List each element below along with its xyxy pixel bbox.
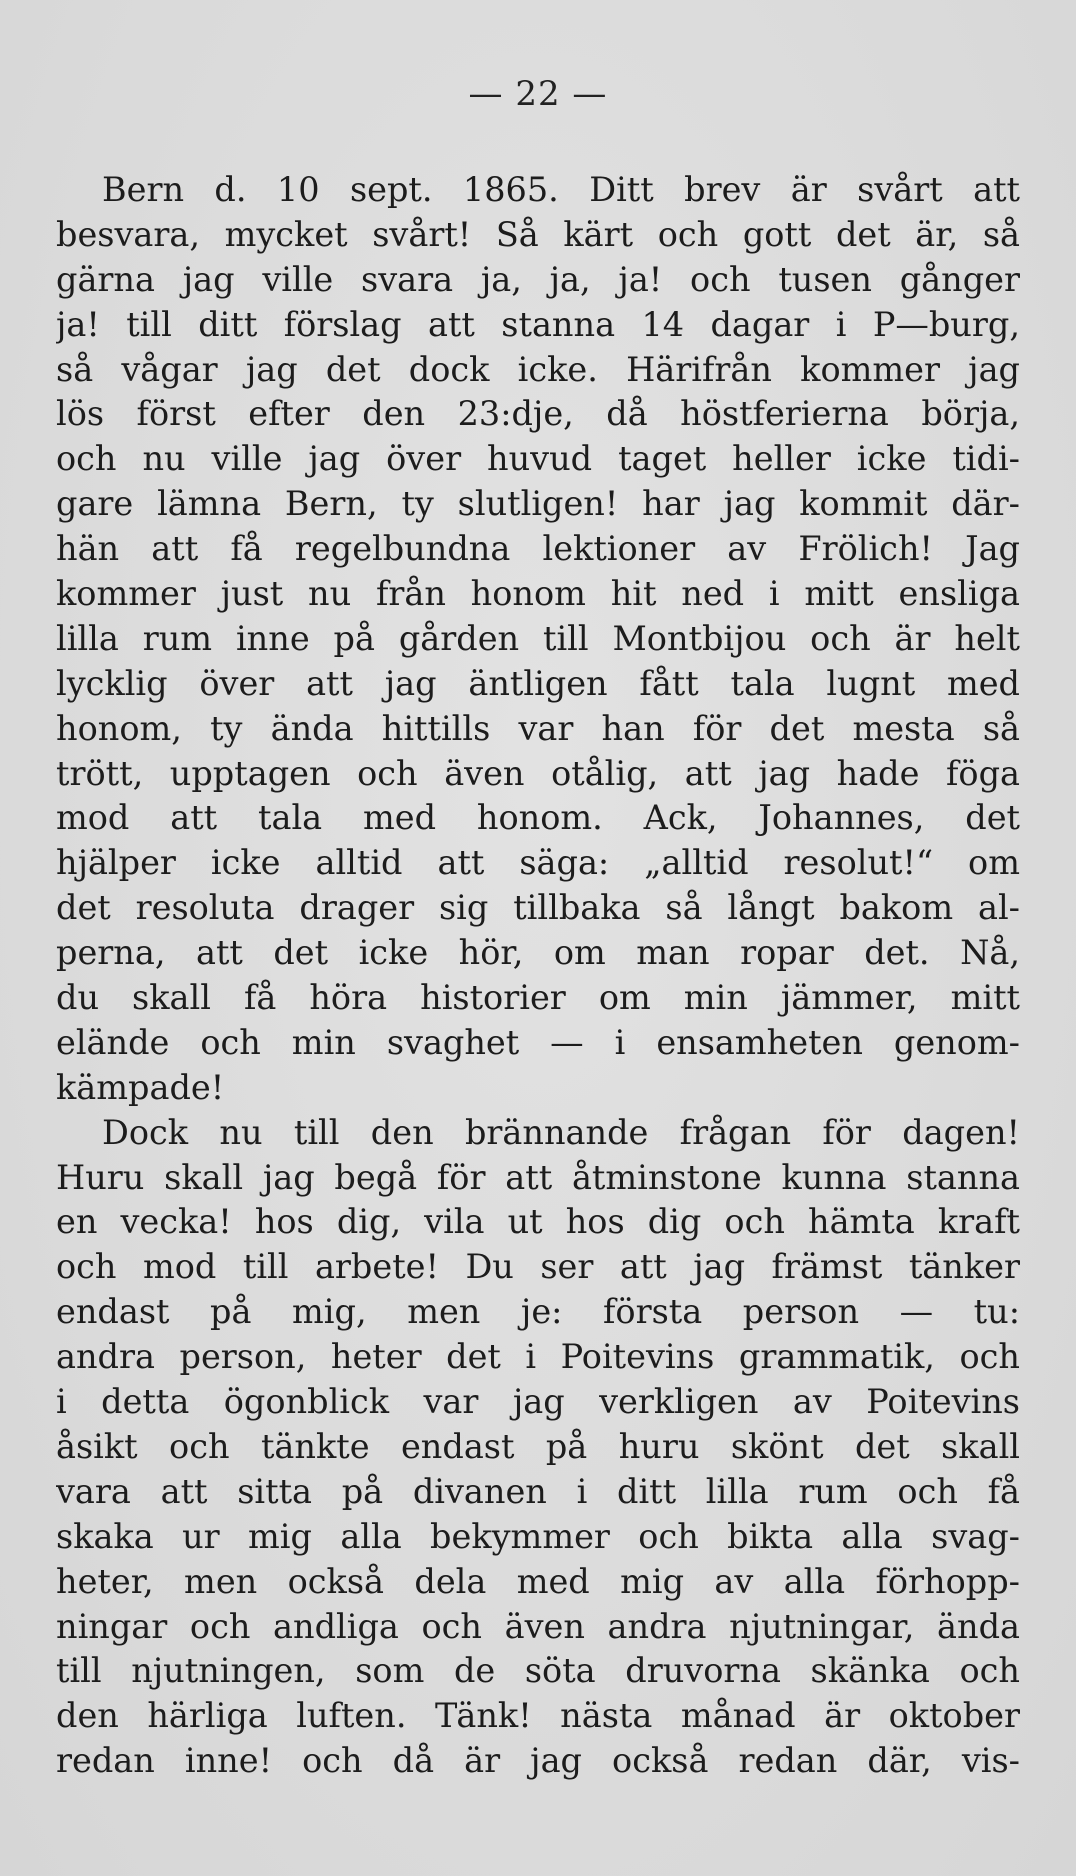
text-line: vara att sitta på divanen i ditt lilla rum och få (56, 1471, 1020, 1511)
text-line: åsikt och tänkte endast på huru skönt det skall (56, 1426, 1020, 1466)
text-line: kämpade! (56, 1067, 225, 1107)
text-line: honom, ty ända hittills var han för det mesta så (56, 708, 1020, 748)
text-line: och nu ville jag över huvud taget heller icke tidi- (56, 439, 1020, 479)
text-line: Bern d. 10 sept. 1865. Ditt brev är svårt att (102, 170, 1020, 209)
text-line: mod att tala med honom. Ack, Johannes, det (56, 798, 1020, 838)
text-line: skaka ur mig alla bekymmer och bikta alla svag- (56, 1516, 1020, 1556)
text-line: ja! till ditt förslag att stanna 14 dagar i P—burg, (56, 304, 1020, 344)
text-line: perna, att det icke hör, om man ropar det. Nå, (56, 933, 1020, 973)
text-line: Huru skall jag begå för att åtminstone kunna stanna (56, 1157, 1020, 1197)
text-line: kommer just nu från honom hit ned i mitt ensliga (56, 574, 1020, 614)
text-line: heter, men också dela med mig av alla förhopp- (56, 1561, 1020, 1601)
page-number: — 22 — (468, 74, 608, 114)
text-line: elände och min svaghet — i ensamheten genom- (56, 1022, 1020, 1062)
text-line: redan inne! och då är jag också redan där, vis- (56, 1741, 1020, 1781)
text-line: gare lämna Bern, ty slutligen! har jag kommit där- (56, 484, 1020, 524)
text-line: till njutningen, som de söta druvorna skänka och (56, 1651, 1020, 1691)
text-line: och mod till arbete! Du ser att jag främst tänker (56, 1247, 1020, 1287)
letter-text (56, 168, 1020, 1784)
text-line: hjälper icke alltid att säga: „alltid resolut!“ om (56, 843, 1020, 883)
text-line: den härliga luften. Tänk! nästa månad är oktober (56, 1696, 1020, 1736)
text-line: lös först efter den 23:dje, då höstferierna börja, (56, 394, 1020, 434)
text-line: gärna jag ville svara ja, ja, ja! och tusen gånger (56, 259, 1020, 299)
text-line: lilla rum inne på gården till Montbijou och är helt (56, 618, 1020, 658)
text-line: hän att få regelbundna lektioner av Frölich! Jag (56, 529, 1020, 569)
text-line: andra person, heter det i Poitevins grammatik, och (56, 1337, 1020, 1377)
text-line: trött, upptagen och även otålig, att jag hade föga (56, 753, 1020, 793)
text-line: i detta ögonblick var jag verkligen av Poitevins (56, 1382, 1020, 1422)
text-line: du skall få höra historier om min jämmer, mitt (56, 978, 1020, 1018)
text-line: det resoluta drager sig tillbaka så långt bakom al- (56, 888, 1020, 928)
text-line: Dock nu till den brännande frågan för dagen! (102, 1112, 1020, 1152)
text-line: ningar och andliga och även andra njutningar, ända (56, 1606, 1020, 1646)
text-line: besvara, mycket svårt! Så kärt och gott det är, så (56, 214, 1020, 254)
text-line: så vågar jag det dock icke. Härifrån kommer jag (56, 349, 1020, 389)
text-line: en vecka! hos dig, vila ut hos dig och hämta kraft (56, 1202, 1020, 1242)
text-line: endast på mig, men je: första person — tu: (56, 1292, 1020, 1332)
text-line: lycklig över att jag äntligen fått tala lugnt med (56, 663, 1020, 703)
